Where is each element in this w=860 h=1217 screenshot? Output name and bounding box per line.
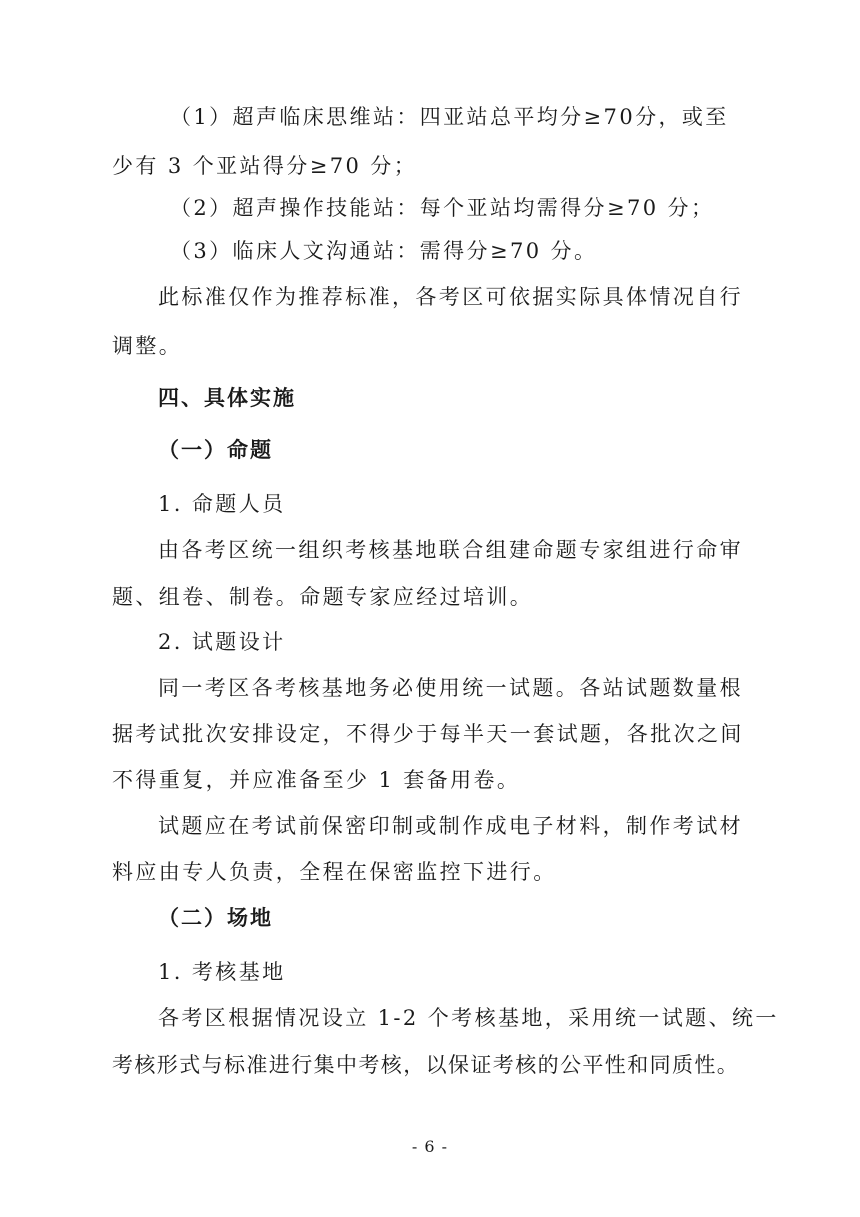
paragraph-confidential-line-2: 料应由专人负责，全程在保密监控下进行。 bbox=[112, 860, 557, 884]
paragraph-design-line-3: 不得重复，并应准备至少 1 套备用卷。 bbox=[112, 768, 521, 792]
criterion-2: （2）超声操作技能站：每个亚站均需得分≥70 分； bbox=[170, 196, 715, 220]
subheading-proposition: （一）命题 bbox=[158, 438, 273, 462]
paragraph-staff-line-2: 题、组卷、制卷。命题专家应经过培训。 bbox=[112, 585, 534, 609]
criterion-1-line-1: （1）超声临床思维站：四亚站总平均分≥70分，或至 bbox=[170, 105, 729, 129]
section-heading-4: 四、具体实施 bbox=[158, 386, 296, 410]
item-heading-question-design: 2. 试题设计 bbox=[158, 630, 286, 654]
paragraph-confidential-line-1: 试题应在考试前保密印制或制作成电子材料，制作考试材 bbox=[158, 814, 743, 838]
note-line-1: 此标准仅作为推荐标准，各考区可依据实际具体情况自行 bbox=[158, 285, 743, 309]
page-number: - 6 - bbox=[411, 1137, 449, 1156]
criterion-3: （3）临床人文沟通站：需得分≥70 分。 bbox=[170, 239, 598, 263]
note-line-2: 调整。 bbox=[112, 334, 183, 358]
item-heading-assessment-base: 1. 考核基地 bbox=[158, 960, 286, 984]
paragraph-design-line-1: 同一考区各考核基地务必使用统一试题。各站试题数量根 bbox=[158, 676, 743, 700]
paragraph-staff-line-1: 由各考区统一组织考核基地联合组建命题专家组进行命审 bbox=[158, 538, 743, 562]
paragraph-base-line-1: 各考区根据情况设立 1-2 个考核基地，采用统一试题、统一 bbox=[158, 1006, 779, 1030]
paragraph-base-line-2: 考核形式与标准进行集中考核，以保证考核的公平性和同质性。 bbox=[112, 1053, 740, 1077]
paragraph-design-line-2: 据考试批次安排设定，不得少于每半天一套试题，各批次之间 bbox=[112, 722, 744, 746]
subheading-venue: （二）场地 bbox=[158, 906, 273, 930]
item-heading-proposition-staff: 1. 命题人员 bbox=[158, 492, 286, 516]
criterion-1-line-2: 少有 3 个亚站得分≥70 分； bbox=[112, 154, 418, 178]
